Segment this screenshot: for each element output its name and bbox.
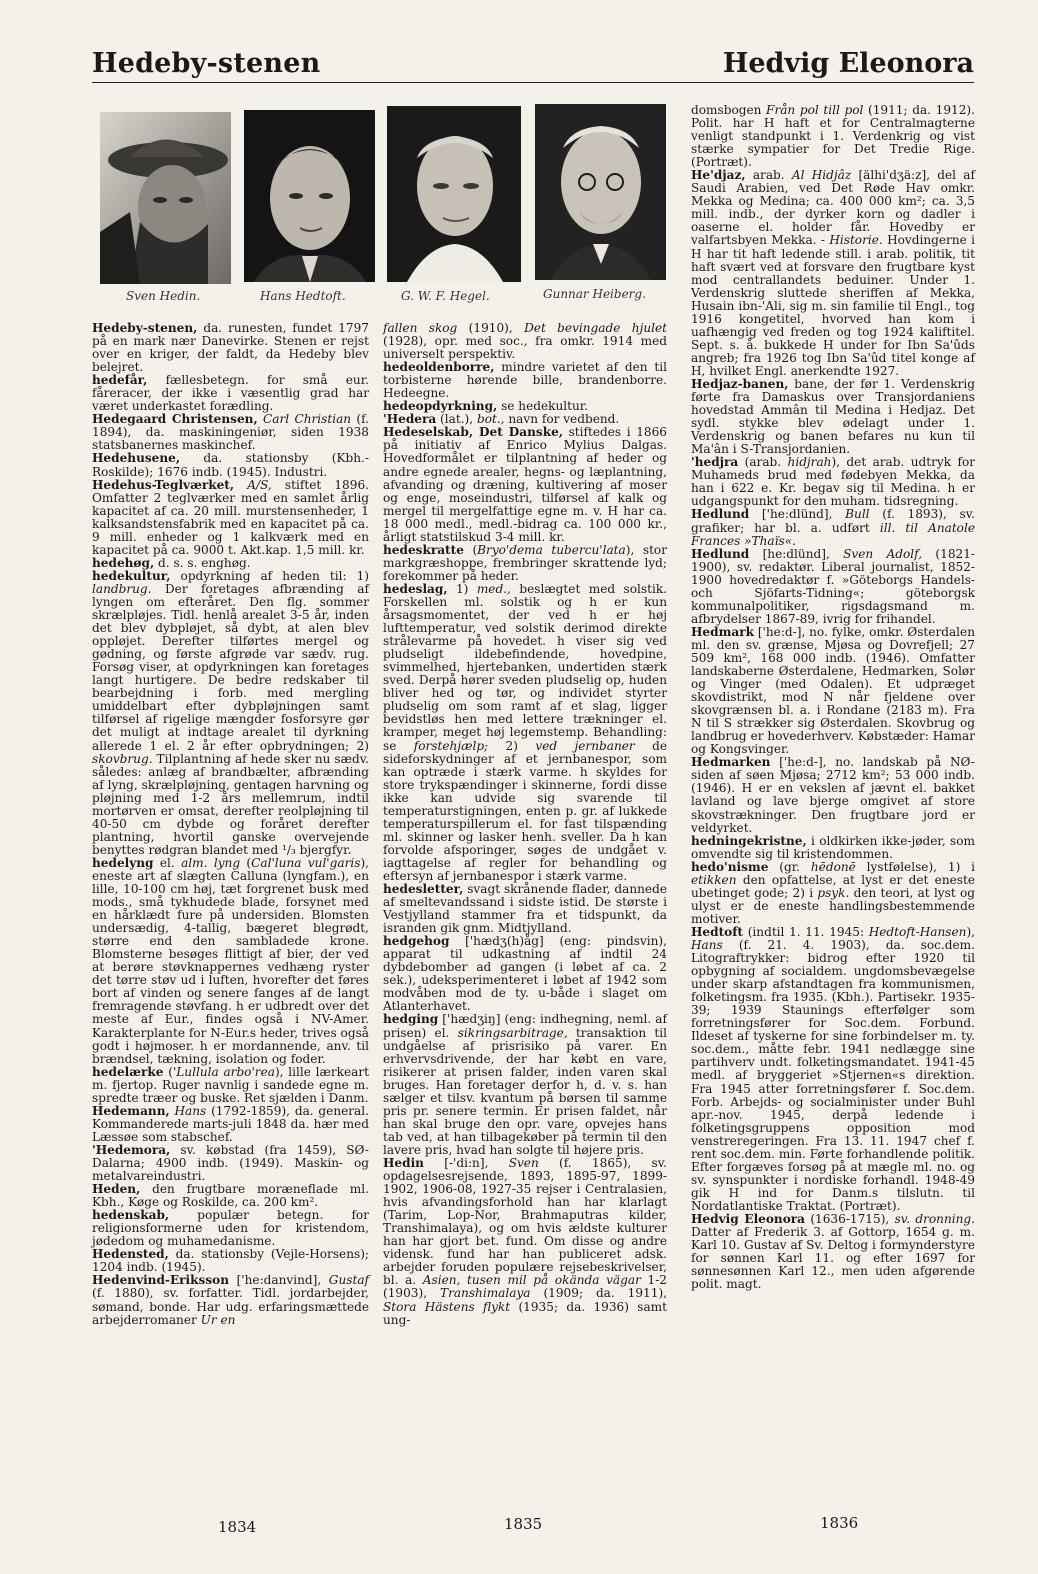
dictionary-entry: 'Hedera (lat.), bot., navn for vedbend.: [383, 412, 620, 427]
dictionary-entry: Hedehus-Teglværket, A/S, stiftet 1896. Omfatter 2 teglværker med en samlet årlig kapacitet af ca. 20 mill. murstensenheder, 1 kalksandstensfabrik med en kapacitet på ca. 9 mill. enheder og 1 kalkværk med en kapacitet på ca. 9000 t. Akt.kap. 1,5 mill. kr.: [92, 477, 369, 557]
dictionary-entry: Hedlund ['he:dlünd], Bull (f. 1893), sv. grafiker; har bl. a. udført ill. til Anatole Frances »Thaïs«.: [691, 507, 975, 548]
caption-sven-hedin: Sven Hedin.: [126, 289, 201, 303]
dictionary-entry: Hedenvind-Eriksson ['he:danvind], Gustaf (f. 1880), sv. forfatter. Tidl. jordarbejder, sømand, bonde. Har udg. erfaringsmættede arbejderromaner Ur en: [92, 1273, 369, 1327]
column-left: [92, 322, 369, 1327]
dictionary-entry: hedelyng el. alm. lyng (Cal'luna vul'garis), eneste art af slægten Calluna (lyngfam.), en lille, 10-100 cm høj, tæt forgrenet busk med mods., små tykhudede blade, forsynet med en hårklædt fure på undersiden. Blomsten undersædig, 4-tallig, bægeret blegrødt, større end den sambladede krone. Blomsterne besøges flittigt af bier, der ved at berøre støvknappernes vedhæng ryster det tørre støv ud i luften, hvorefter det føres bort af vinden og senere fanges af de langt fremragende støvfang. h er udbredt over det meste af Eur., findes også i NV-Amer. Karakterplante for N-Eur.s heder, trives også godt i højmoser. h er mordannende, anv. til brændsel, tækning, isolation og foder.: [92, 855, 370, 1066]
dictionary-entry: hedging ['hædʒiŋ] (eng: indhegning, neml. af prisen) el. sikringsarbitrage, transaktion til undgåelse af prisrisiko på varer. En erhvervsdrivende, der har købt en vare, risikerer at prisen falder, inden varen skal bruges. Han foretager derfor h, d. v. s. han sælger et tilsv. kvantum på børsen til samme pris pr. senere termin. Er prisen faldet, når han skal bruge den opr. vare, opvejes hans tab ved, at han tilbagekøber på termin til den lavere pris, hvad han solgte til højere pris.: [383, 1012, 667, 1157]
dictionary-entry: Hedmarken ['he:d-], no. landskab på NØ-siden af søen Mjøsa; 2712 km²; 53 000 indb. (1946). H er en vekslen af jævnt el. bakket lavland og lave bjerge omgivet af store skovstrækninger. Den frugtbare jord er veldyrket.: [691, 755, 975, 835]
dictionary-entry: domsbogen Från pol till pol (1911; da. 1912). Polit. har H haft et for Centralmagterne venligt standpunkt i 1. Verdenkrig og vist stærke sympatier for Det Tredie Rige. (Portræt).: [691, 103, 975, 170]
page-number-1836: 1836: [820, 1514, 859, 1532]
dictionary-entry: fallen skog (1910), Det bevingade hjulet (1928), opr. med soc., fra omkr. 1914 med universelt perspektiv.: [383, 321, 667, 362]
page-number-1835: 1835: [504, 1515, 543, 1533]
page-header: [92, 48, 974, 83]
dictionary-entry: hedelærke ('Lullula arbo'rea), lille lærkeart m. fjertop. Ruger navnlig i sandede egne m. spredte træer og buske. Ret sjælden i Danm.: [92, 1064, 369, 1105]
dictionary-entry: hedeoldenborre, mindre varietet af den til torbisterne hørende bille, brandenborre. Hedeegne.: [383, 360, 667, 401]
page-number-1834: 1834: [218, 1518, 257, 1536]
column-right: [691, 104, 975, 1291]
dictionary-entry: Hedin [-'di:n], Sven (f. 1865), sv. opdagelsesrejsende, 1893, 1895-97, 1899-1902, 1906-08, 1927-35 rejser i Centralasien, hvis afvandingsforhold han har klarlagt (Tarim, Lop-Nor, Brahmaputras kilder, Transhimalaya), og om hvis ældste kulturer han har gjort bet. fund. Om disse og andre vidensk. fund har han publiceret adsk. arbejder foruden populære rejsebeskrivelser, bl. a. Asien, tusen mil på okända vägar 1-2 (1903), Transhimalaya (1909; da. 1911), Stora Hästens flykt (1935; da. 1936) samt ung-: [383, 1156, 668, 1327]
dictionary-entry: Hedlund [he:dlünd], Sven Adolf, (1821-1900), sv. redaktør. Liberal journalist, 1852-1900 hovedredaktør f. »Göteborgs Handels- och Sjöfarts-Tidning«; göteborgsk kommunalpolitiker, rigsdagsmand m. afbrydelser 1867-89, ivrig for frihandel.: [691, 546, 975, 626]
dictionary-entry: hedesletter, svagt skrånende flader, dannede af smeltevandssand i sidste istid. De største i Vestjylland stammer fra et tidspunkt, da isranden gik gnm. Midtjylland.: [383, 882, 667, 936]
dictionary-entry: hedo'nisme (gr. hēdonē lystfølelse), 1) i etikken den opfattelse, at lyst er det eneste ubetinget gode; 2) i psyk. den teori, at lyst og ulyst er de eneste handlingsbestemmende motiver.: [691, 859, 976, 926]
dictionary-entry: hedeskratte (Bryo'dema tubercu'lata), stor markgræshoppe, frembringer skrattende lyd; forekommer på heder.: [383, 542, 667, 583]
dictionary-entry: Hedtoft (indtil 1. 11. 1945: Hedtoft-Hansen), Hans (f. 21. 4. 1903), da. soc.dem. Litograftrykker: bidrog efter 1920 til opbygning af socialdem. ungdomsbevægelse under skarp afstandtagen fra kommunismen, folketingsm. fra 1935. (Kbh.). Partisekr. 1935-39; 1939 Staunings efterfølger som forretningsfører for Soc.dem. Forbund. Ildeset af tyskerne for sine forbindelser m. ty. soc.dem., måtte febr. 1941 nedlægge sine partihverv undt. folketingsmandatet. 1941-45 medl. af bryggeriet »Stjernen«s direktion. Fra 1945 atter forretningsfører f. Soc.dem. Forb. Arbejds- og socialminister under Buhl apr.-nov. 1945, derpå ledende i folketingsgruppens opposition mod venstreregeringen. Fra 13. 11. 1947 chef f. rent soc.dem. min. Førte forhandlende politik. Efter forgæves forsøg på at mægle ml. no. og sv. synspunkter i nordiske forhandl. 1948-49 gik H ind for Danm.s tilslutn. til Nordatlantiske Traktat. (Portræt).: [691, 924, 975, 1213]
dictionary-entry: Hedmark ['he:d-], no. fylke, omkr. Østerdalen ml. den sv. grænse, Mjøsa og Dovrefjell; 27 509 km², 168 000 indb. (1946). Omfatter landskaberne Østerdalene, Hedmarken, Solør og Vinger (med Odalen). Et udpræget skovdistrikt, mod N når fjeldene over skovgrænsen bl. a. i Rondane (2183 m). Fra N til S strækker sig Østerdalen. Skovbrug og landbrug er hovederhverv. Købstæder: Hamar og Kongsvinger.: [691, 624, 975, 757]
dictionary-entry: hedeslag, 1) med., beslægtet med solstik. Forskellen ml. solstik og h er kun årsagsmomentet, der ved h er høj lufttemperatur, ved solstik derimod direkte strålevarme på hovedet. h viser sig ved pludseligt ildebefindende, hovedpine, svimmelhed, hjertebanken, undertiden stærk sved. Derpå hører sveden pludselig op, huden bliver hed og tør, og individet styrter pludselig om som ramt af et slag, ligger bevidstløs hen med lettere trækninger el. kramper, meget høj legemstemp. Behandling: se forstehjælp; 2) ved jernbaner de sideforskydninger af et jernbanespor, som kan optræde i stærk varme. h skyldes for store trykspændinger i skinnerne, fordi disse ikke kan udvide sig svarende til temperaturstigningen, enten p. gr. af lukkede temperaturspillerum el. for fast tilspænding ml. skinner og lasker henh. sveller. Da h kan forvolde afsporinger, søges de undgået v. iagttagelse af regler for behandling og eftersyn af jernbanespor i stærk varme.: [383, 581, 667, 883]
dictionary-entry: Hedemann, Hans (1792-1859), da. general. Kommanderede marts-juli 1848 da. hær med Læssøe som stabschef.: [92, 1103, 369, 1144]
column-middle: [383, 322, 667, 1327]
dictionary-entry: 'hedjra (arab. hidjrah), det arab. udtryk for Muhameds brud med fødebyen Mekka, da han i 622 e. Kr. begav sig til Medina. h er udgangspunkt for den muham. tidsregning.: [691, 455, 976, 509]
dictionary-entry: Hedensted, da. stationsby (Vejle-Horsens); 1204 indb. (1945).: [92, 1247, 369, 1275]
dictionary-entry: 'Hedemora, sv. købstad (fra 1459), SØ-Dalarna; 4900 indb. (1949). Maskin- og metalvareindustri.: [92, 1142, 369, 1184]
dictionary-entry: He'djaz, arab. Al Hidjâz [älhi'dʒä:z], del af Saudi Arabien, ved Det Røde Hav omkr. Mekka og Medina; ca. 400 000 km²; ca. 3,5 mill. indb., der dyrker korn og dadler i oaserne el. holder får. Hovedby er valfartsbyen Mekka. - Historie. Hovdingerne i H har tit haft ledende still. i arab. politik, tit haft svært ved at forsvare den frugtbare kyst mod centrallandets beduiner. Under 1. Verdenskrig sluttede sheriffen af Mekka, Husain ibn-'Ali, sig m. sin familie til Engl., tog 1916 kongetitel, hvorved han kom i uafhængig ved freden og tog 1924 kaliftitel. Sept. s. å. bukkede H under for Ibn Sa'ûds angreb; fra 1926 tog Ibn Sa'ûd titel konge af H, hvilket Engl. anerkendte 1927.: [691, 168, 975, 378]
dictionary-entry: hedeopdyrkning, se hedekultur.: [383, 399, 589, 414]
dictionary-entry: Hedeby-stenen, da. runesten, fundet 1797 på en mark nær Danevirke. Stenen er rejst over en kriger, der faldt, da Hedeby blev belejret.: [92, 321, 369, 375]
caption-hans-hedtoft: Hans Hedtoft.: [260, 289, 346, 303]
portrait-hegel: [387, 106, 521, 282]
header-left-title: Hedeby-stenen: [92, 48, 321, 79]
dictionary-entry: Hedeselskab, Det Danske, stiftedes i 1866 på initiativ af Enrico Mylius Dalgas. Hovedformålet er tilplantning af heder og andre egnede arealer, hegns- og læplantning, afvanding og dræning, kultivering af moser og enge, moseindustri, tilførsel af kalk og mergel til mergelfattige egne m. v. H har ca. 18 000 medl., medl.-bidrag ca. 100 000 kr., årligt statstilskud 3-4 mill. kr.: [383, 425, 667, 544]
header-right-title: Hedvig Eleonora: [722, 48, 974, 79]
dictionary-entry: hedehøg, d. s. s. enghøg.: [92, 555, 251, 570]
dictionary-entry: hedenskab, populær betegn. for religionsformerne uden for kristendom, jødedom og muhamedanisme.: [92, 1208, 369, 1249]
dictionary-entry: Hedegaard Christensen, Carl Christian (f. 1894), da. maskiningeniør, siden 1938 statsbanernes maskinchef.: [92, 412, 369, 453]
portrait-hans-hedtoft: [244, 110, 375, 282]
dictionary-entry: hedningekristne, i oldkirken ikke-jøder, som omvendte sig til kristendommen.: [691, 833, 975, 861]
dictionary-entry: Hedjaz-banen, bane, der før 1. Verdenskrig førte fra Damaskus over Transjordaniens hovedstad Ammân til Medina i Hedjaz. Det sydl. stykke blev ødelagt under 1. Verdenskrig og banen befares nu kun til Ma'ân i S-Transjordanien.: [691, 376, 975, 457]
dictionary-entry: hedefår, fællesbetegn. for små eur. fåreracer, der ikke i væsentlig grad har været underkastet forædling.: [92, 373, 369, 414]
dictionary-entry: Heden, den frugtbare moræneflade ml. Kbh., Køge og Roskilde, ca. 200 km².: [92, 1182, 369, 1210]
dictionary-entry: Hedvig Eleonora (1636-1715), sv. dronning. Datter af Frederik 3. af Gottorp, 1654 g. m. Karl 10. Gustav af Sv. Deltog i formynderstyre for sønnen Karl 11. og efter 1697 for sønnesønnen Karl 12., men uden afgørende polit. magt.: [691, 1211, 975, 1292]
portrait-sven-hedin: [100, 112, 231, 284]
dictionary-entry: Hedehusene, da. stationsby (Kbh.-Roskilde); 1676 indb. (1945). Industri.: [92, 451, 369, 479]
caption-gunnar-heiberg: Gunnar Heiberg.: [543, 287, 646, 301]
dictionary-entry: hedgehog ['hædʒ(h)åg] (eng: pindsvin), apparat til udkastning af indtil 24 dybdebomber ad gangen (i løbet af ca. 2 sek.), udeksperimenteret i løbet af 1942 som modvåben mod de ty. u-både i slaget om Atlanterhavet.: [383, 934, 667, 1014]
portrait-gunnar-heiberg: [535, 104, 666, 280]
dictionary-entry: hedekultur, opdyrkning af heden til: 1) landbrug. Der foretages afbrænding af lyngen om efteråret. Den flg. sommer skrælpløjes. Tidl. henlå arealet 3-5 år, inden det blev dybpløjet, så dybt, at alen blev oppløjet. Derefter tilførtes mergel og gødning, og første afgrøde var sædv. rug. Forsøg viser, at opdyrkningen kan foretages langt hurtigere. De bedre redskaber til bearbejdning i forb. med mergling umiddelbart efter dybpløjningen samt tilførsel af rigelige mængder fosforsyre gør det muligt at indtage arealet til dyrkning allerede 1 el. 2 år efter opbrydningen; 2) skovbrug. Tilplantning af hede sker nu sædv. således: anlæg af brandbælter, afbrænding af lyng, skrælpløjning, gentagen harvning og pløjning med 1-2 års mellemrum, indtil mortørven er omsat, derefter reolpløjning til 40-50 cm dybde og foråret derefter plantning, hvortil ganske overvejende benyttes rødgran blandet med ¹/₃ bjergfyr.: [92, 568, 369, 857]
caption-hegel: G. W. F. Hegel.: [401, 289, 490, 303]
